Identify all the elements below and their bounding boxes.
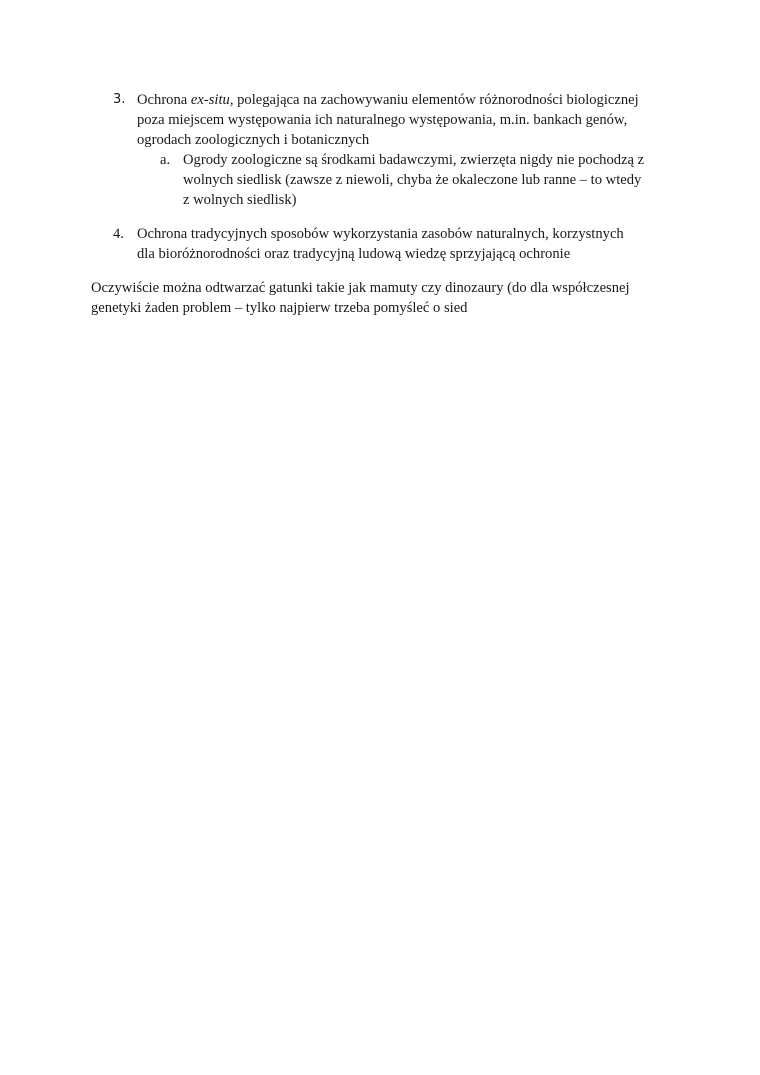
list-number-4: 4. bbox=[113, 226, 124, 242]
body-paragraph bbox=[91, 278, 691, 318]
list-letter-a: a. bbox=[160, 152, 171, 168]
list-subitem-a-line-2: wolnych siedlisk (zawsze z niewoli, chyba że okaleczone lub ranne – to wtedy bbox=[183, 172, 642, 188]
list-item-4-line-2: dla bioróżnorodności oraz tradycyjną ludową wiedzę sprzyjającą ochronie bbox=[137, 246, 571, 262]
ex-situ-term: ex-situ bbox=[190, 92, 230, 108]
list-subitem-a-line-3: z wolnych siedlisk) bbox=[183, 192, 297, 208]
list-item-3-line-1 bbox=[137, 90, 697, 110]
list-item-4 bbox=[113, 224, 697, 264]
list-item-3-line-1-start: Ochrona bbox=[137, 92, 191, 108]
list-subitem-a bbox=[160, 150, 683, 210]
list-item-3 bbox=[113, 90, 697, 150]
list-subitem-a-line-1: Ogrody zoologiczne są środkami badawczymi, zwierzęta nigdy nie pochodzą z bbox=[183, 152, 645, 168]
list-item-3-line-3: ogrodach zoologicznych i botanicznych bbox=[137, 132, 370, 148]
list-item-3-line-2: poza miejscem występowania ich naturalnego występowania, m.in. bankach genów, bbox=[137, 112, 628, 128]
list-item-3-line-1-end: , polegająca na zachowywaniu elementów różnorodności biologicznej bbox=[229, 92, 639, 108]
list-number-3: 3. bbox=[113, 92, 126, 107]
paragraph-line-2: genetyki żaden problem – tylko najpierw trzeba pomyśleć o sied bbox=[91, 300, 468, 316]
paragraph-line-1: Oczywiście można odtwarzać gatunki takie jak mamuty czy dinozaury (do dla współczesnej bbox=[91, 280, 630, 296]
list-item-4-line-1: Ochrona tradycyjnych sposobów wykorzystania zasobów naturalnych, korzystnych bbox=[137, 226, 624, 242]
